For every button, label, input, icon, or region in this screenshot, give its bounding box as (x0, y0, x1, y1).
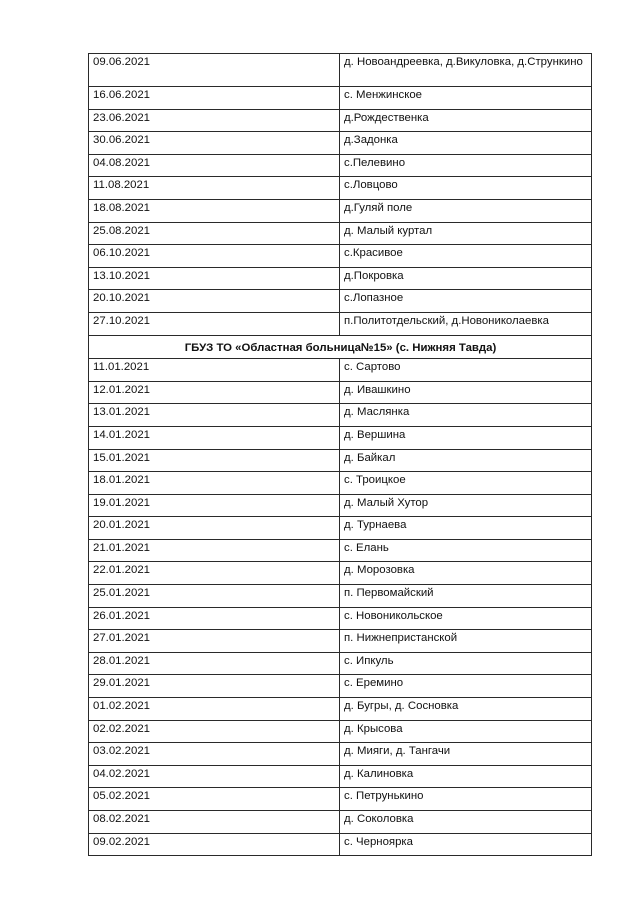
place-cell (340, 312, 592, 335)
table-row (89, 720, 592, 743)
place-cell (340, 833, 592, 856)
date-text: 22.01.2021 (93, 564, 151, 577)
date-cell (89, 743, 340, 766)
place-cell (340, 359, 592, 382)
date-text: 14.01.2021 (93, 428, 151, 441)
date-text: 25.08.2021 (93, 224, 151, 237)
table-row (89, 698, 592, 721)
table-row (89, 222, 592, 245)
date-text: 09.06.2021 (93, 56, 151, 68)
date-text: 05.02.2021 (93, 790, 151, 803)
date-cell (89, 472, 340, 495)
place-cell (340, 290, 592, 313)
date-text: 08.02.2021 (93, 813, 151, 825)
place-cell (340, 222, 592, 245)
table-row (89, 87, 592, 110)
place-text: д. Новоандреевка, д.Викуловка, д.Стрункино (344, 56, 583, 68)
place-text: д. Бугры, д. Сосновка (344, 700, 459, 713)
table-row (89, 630, 592, 653)
table-row (89, 607, 592, 630)
place-cell (340, 109, 592, 132)
date-text: 29.01.2021 (93, 677, 151, 690)
place-text: д. Соколовка (344, 813, 414, 825)
table-row (89, 199, 592, 222)
place-text: с. Ипкуль (344, 654, 394, 667)
date-text: 23.06.2021 (93, 111, 151, 124)
table-row (89, 449, 592, 472)
place-cell (340, 607, 592, 630)
table-row (89, 177, 592, 200)
date-cell (89, 630, 340, 653)
date-text: 28.01.2021 (93, 654, 151, 667)
date-cell (89, 312, 340, 335)
place-text: д. Маслянка (344, 406, 410, 419)
place-cell (340, 811, 592, 834)
place-cell (340, 720, 592, 743)
table-row (89, 539, 592, 562)
table-row (89, 54, 592, 87)
table-row (89, 562, 592, 585)
place-cell (340, 54, 592, 87)
table-row (89, 359, 592, 382)
place-text: д.Задонка (344, 134, 398, 147)
date-text: 01.02.2021 (93, 700, 151, 713)
date-text: 19.01.2021 (93, 496, 151, 509)
section-header-row (89, 335, 592, 359)
date-cell (89, 788, 340, 811)
date-cell (89, 54, 340, 87)
table-row (89, 585, 592, 608)
place-cell (340, 585, 592, 608)
date-text: 18.08.2021 (93, 201, 151, 214)
place-cell (340, 494, 592, 517)
place-text: п.Политотдельский, д.Новониколаевка (344, 314, 549, 327)
table-row (89, 381, 592, 404)
schedule-table-body (89, 54, 592, 856)
place-text: п. Нижнепристанской (344, 632, 458, 645)
place-text: д. Ивашкино (344, 383, 411, 396)
table-row (89, 472, 592, 495)
table-row (89, 426, 592, 449)
date-text: 20.10.2021 (93, 292, 151, 305)
place-cell (340, 404, 592, 427)
date-text: 02.02.2021 (93, 722, 151, 735)
date-text: 04.08.2021 (93, 156, 151, 169)
place-text: д. Калиновка (344, 767, 414, 780)
date-text: 21.01.2021 (93, 541, 151, 554)
date-text: 25.01.2021 (93, 587, 151, 600)
section-title: ГБУЗ ТО «Областная больница№15» (с. Нижняя Тавда) (89, 335, 592, 359)
table-row (89, 267, 592, 290)
place-text: д. Байкал (344, 451, 396, 464)
date-cell (89, 199, 340, 222)
date-text: 03.02.2021 (93, 745, 151, 758)
place-cell (340, 245, 592, 268)
date-text: 13.10.2021 (93, 269, 151, 282)
place-text: с.Красивое (344, 247, 403, 260)
place-text: д. Малый Хутор (344, 496, 429, 509)
date-cell (89, 517, 340, 540)
place-text: д.Гуляй поле (344, 201, 413, 214)
place-cell (340, 562, 592, 585)
date-cell (89, 833, 340, 856)
date-cell (89, 87, 340, 110)
place-text: с. Сартово (344, 361, 401, 374)
date-text: 27.10.2021 (93, 314, 151, 327)
place-cell (340, 765, 592, 788)
place-text: д. Малый куртал (344, 224, 433, 237)
place-cell (340, 517, 592, 540)
table-row (89, 132, 592, 155)
schedule-table (88, 53, 592, 856)
date-cell (89, 698, 340, 721)
date-text: 04.02.2021 (93, 767, 151, 780)
place-cell (340, 630, 592, 653)
place-text: д. Крысова (344, 722, 403, 735)
date-cell (89, 652, 340, 675)
place-text: с. Новоникольское (344, 609, 443, 622)
date-text: 20.01.2021 (93, 519, 151, 532)
place-cell (340, 381, 592, 404)
date-cell (89, 359, 340, 382)
table-row (89, 675, 592, 698)
date-text: 18.01.2021 (93, 474, 151, 487)
place-text: с. Петрунькино (344, 790, 424, 803)
place-cell (340, 698, 592, 721)
date-text: 09.02.2021 (93, 835, 151, 848)
date-text: 12.01.2021 (93, 383, 151, 396)
date-cell (89, 765, 340, 788)
table-row (89, 743, 592, 766)
table-row (89, 765, 592, 788)
date-text: 27.01.2021 (93, 632, 151, 645)
date-text: 26.01.2021 (93, 609, 151, 622)
table-row (89, 811, 592, 834)
date-cell (89, 381, 340, 404)
place-text: с.Лопазное (344, 292, 404, 305)
table-row (89, 517, 592, 540)
date-text: 16.06.2021 (93, 89, 151, 101)
date-text: 15.01.2021 (93, 451, 151, 464)
date-cell (89, 404, 340, 427)
place-cell (340, 472, 592, 495)
date-cell (89, 245, 340, 268)
date-text: 30.06.2021 (93, 134, 151, 147)
date-cell (89, 585, 340, 608)
date-cell (89, 267, 340, 290)
table-row (89, 109, 592, 132)
date-text: 13.01.2021 (93, 406, 151, 419)
place-text: д. Вершина (344, 428, 406, 441)
date-cell (89, 494, 340, 517)
place-text: с.Пелевино (344, 156, 406, 169)
table-row (89, 312, 592, 335)
date-cell (89, 449, 340, 472)
date-cell (89, 675, 340, 698)
place-cell (340, 177, 592, 200)
date-cell (89, 562, 340, 585)
place-cell (340, 788, 592, 811)
place-text: д. Мияги, д. Тангачи (344, 745, 451, 758)
place-cell (340, 675, 592, 698)
place-text: с. Еремино (344, 677, 404, 690)
place-text: д.Рождественка (344, 111, 429, 124)
date-cell (89, 720, 340, 743)
place-text: п. Первомайский (344, 587, 434, 600)
place-cell (340, 539, 592, 562)
place-cell (340, 87, 592, 110)
date-text: 11.08.2021 (93, 179, 150, 192)
place-cell (340, 426, 592, 449)
table-row (89, 833, 592, 856)
place-text: с. Менжинское (344, 89, 423, 101)
date-cell (89, 539, 340, 562)
date-cell (89, 607, 340, 630)
table-row (89, 290, 592, 313)
place-cell (340, 154, 592, 177)
date-cell (89, 177, 340, 200)
place-text: д. Турнаева (344, 519, 407, 532)
table-row (89, 404, 592, 427)
place-text: д. Морозовка (344, 564, 415, 577)
place-text: д.Покровка (344, 269, 404, 282)
date-cell (89, 426, 340, 449)
table-row (89, 154, 592, 177)
date-cell (89, 132, 340, 155)
place-text: с. Троицкое (344, 474, 406, 487)
table-row (89, 245, 592, 268)
table-row (89, 788, 592, 811)
place-text: с.Ловцово (344, 179, 398, 192)
place-cell (340, 132, 592, 155)
table-row (89, 494, 592, 517)
date-text: 11.01.2021 (93, 361, 150, 374)
date-cell (89, 109, 340, 132)
date-text: 06.10.2021 (93, 247, 151, 260)
place-cell (340, 652, 592, 675)
date-cell (89, 222, 340, 245)
place-text: с. Елань (344, 541, 389, 554)
date-cell (89, 811, 340, 834)
place-cell (340, 199, 592, 222)
place-text: с. Черноярка (344, 835, 413, 848)
place-cell (340, 449, 592, 472)
date-cell (89, 154, 340, 177)
place-cell (340, 743, 592, 766)
date-cell (89, 290, 340, 313)
table-row (89, 652, 592, 675)
place-cell (340, 267, 592, 290)
